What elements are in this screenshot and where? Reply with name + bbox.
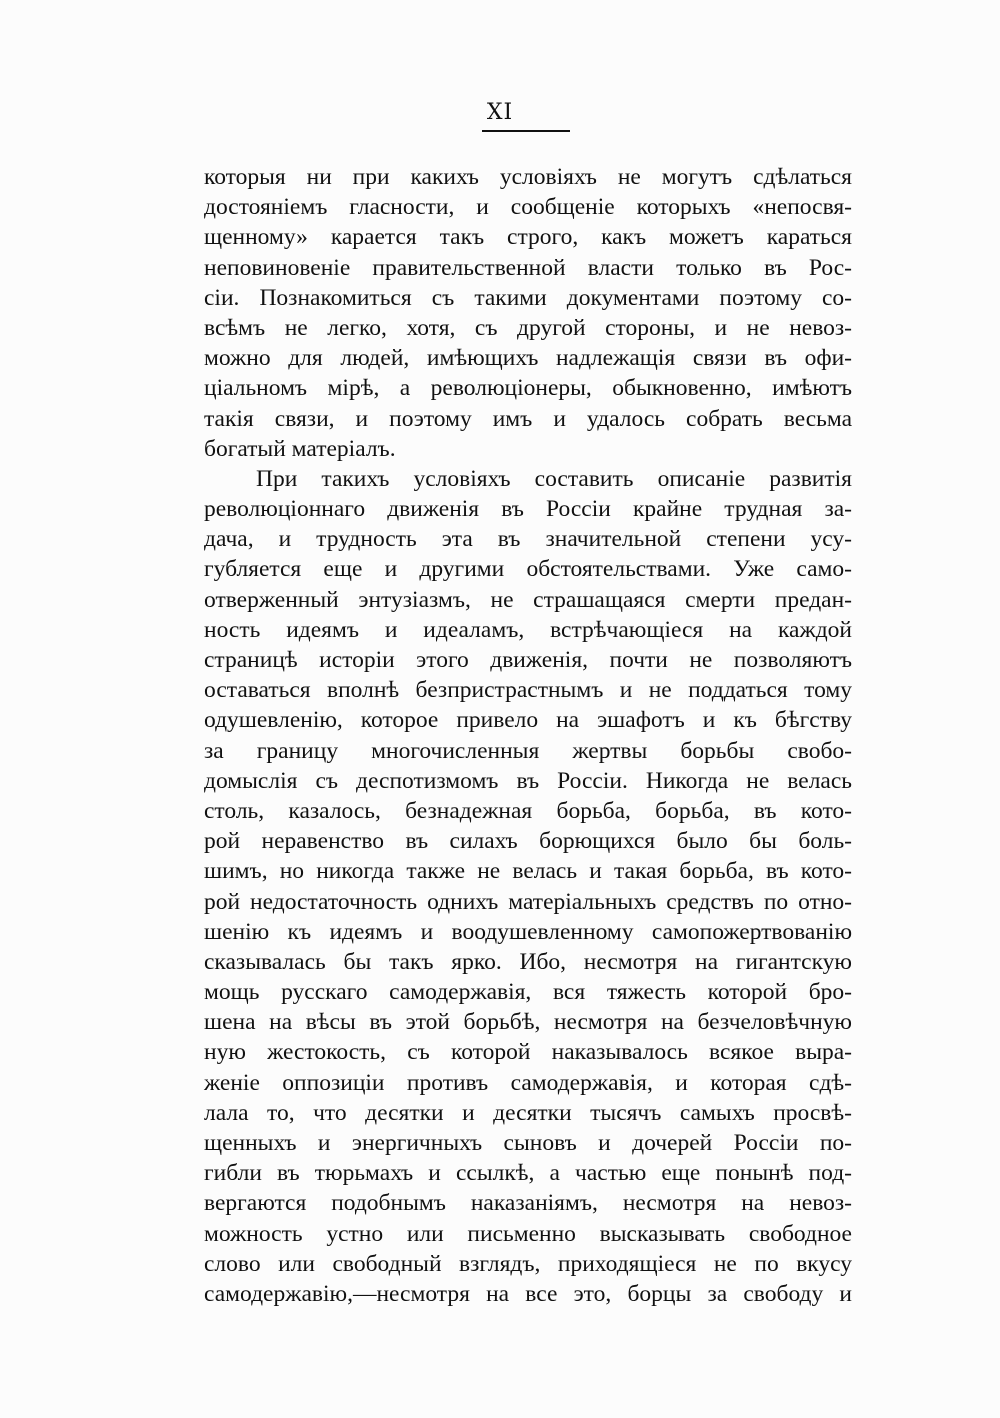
text-line: столь, казалось, безнадежная борьба, борьба, въ кото- (204, 797, 852, 824)
text-line: ную жестокость, съ которой наказывалось всякое выра- (204, 1039, 852, 1066)
text-line: сказывалась бы такъ ярко. Ибо, несмотря на гигантскую (204, 948, 852, 975)
text-line: лала то, что десятки и десятки тысячъ самыхъ просвѣ- (204, 1099, 852, 1126)
text-line: ціальномъ мірѣ, а революціонеры, обыкновенно, имѣютъ (204, 375, 852, 402)
text-line: вергаются подобнымъ наказаніямъ, несмотря на невоз- (204, 1190, 852, 1217)
text-line: шена на вѣсы въ этой борьбѣ, несмотря на безчеловѣчную (204, 1009, 852, 1036)
text-line: можность устно или письменно высказывать свободное (204, 1220, 852, 1247)
text-line: достояніемъ гласности, и сообщеніе которыхъ «непосвя- (204, 194, 852, 221)
text-line: При такихъ условіяхъ составить описаніе развитія (256, 465, 852, 492)
text-line: сіи. Познакомиться съ такими документами поэтому со- (204, 284, 852, 311)
text-line: дача, и трудность эта въ значительной степени усу- (204, 526, 852, 553)
text-line: страницѣ исторіи этого движенія, почти не позволяютъ (204, 647, 852, 673)
text-line: оставаться вполнѣ безпристрастнымъ и не поддаться тому (204, 677, 852, 704)
text-line: одушевленію, которое привело на эшафотъ и къ бѣгству (204, 707, 852, 734)
text-line: щенному» карается такъ строго, какъ можетъ караться (204, 224, 852, 251)
text-line: такія связи, и поэтому имъ и удалось собрать весьма (204, 405, 852, 432)
text-line: неповиновеніе правительственной власти только въ Рос- (204, 254, 852, 281)
text-line: слово или свободный взглядъ, приходящіеся не по вкусу (204, 1250, 852, 1277)
page-number: XI (486, 100, 514, 125)
text-line: губляется еще и другими обстоятельствами. Уже само- (204, 556, 852, 583)
text-line: гибли въ тюрьмахъ и ссылкѣ, а частью еще понынѣ под- (204, 1160, 852, 1187)
text-line: ность идеямъ и идеаламъ, встрѣчающіеся на каждой (204, 616, 852, 643)
text-line: всѣмъ не легко, хотя, съ другой стороны, и не невоз- (204, 314, 852, 341)
text-line: домыслія съ деспотизмомъ въ Россіи. Никогда не велась (204, 767, 852, 794)
text-line: богатый матеріалъ. (204, 435, 396, 462)
text-line: за границу многочисленныя жертвы борьбы свобо- (204, 737, 852, 764)
text-line: шенію къ идеямъ и воодушевленному самопожертвованію (204, 918, 852, 945)
paragraph-2 (204, 464, 852, 1309)
paragraph-1 (204, 162, 852, 464)
body-text (204, 162, 852, 1309)
page-number-underline (482, 130, 570, 132)
text-line: шимъ, но никогда также не велась и такая борьба, въ кото- (204, 858, 852, 885)
text-line: отверженный энтузіазмъ, не страшащаяся смерти предан- (204, 586, 852, 613)
text-line: женіе оппозиціи противъ самодержавія, и которая сдѣ- (204, 1069, 852, 1096)
text-line: революціоннаго движенія въ Россіи крайне трудная за- (204, 496, 852, 523)
text-line: мощь русскаго самодержавія, вся тяжесть которой бро- (204, 979, 852, 1006)
text-line: рой недостаточность однихъ матеріальныхъ средствъ по отно- (204, 888, 852, 915)
text-line: можно для людей, имѣющихъ надлежащія связи въ офи- (204, 345, 852, 372)
text-line: рой неравенство въ силахъ борющихся было бы боль- (204, 828, 852, 855)
text-line: которыя ни при какихъ условіяхъ не могутъ сдѣлаться (204, 164, 852, 190)
text-line: самодержавію,—несмотря на все это, борцы за свободу и (204, 1280, 852, 1307)
text-line: щенныхъ и энергичныхъ сыновъ и дочерей Россіи по- (204, 1130, 852, 1156)
